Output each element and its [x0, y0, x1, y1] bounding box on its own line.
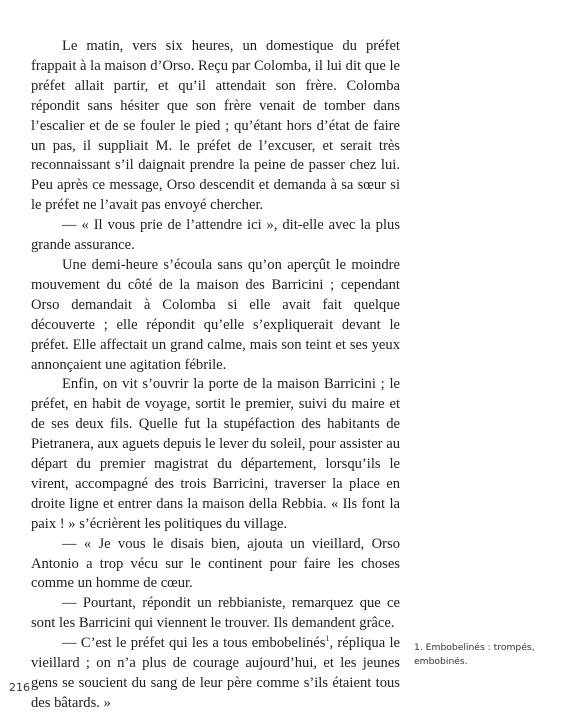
paragraph-7-end: , répliqua le vieillard ; on n’a plus de courage aujourd’hui, et les jeunes gens se soucient du sang de leur père comme s’ils étaient tous des bâtards. »	[31, 635, 400, 711]
paragraph-4: Enfin, on vit s’ouvrir la porte de la maison Barricini ; le préfet, en habit de voyage, sortit le premier, suivi du maire et de ses deux fils. Quelle fut la stupéfaction des habitants de Pietranera, aux aguets depuis le lever du soleil, pour assister au départ du premier magistrat du département, lorsqu’ils le virent, accompagné des trois Barricini, traverser la place en droite ligne et entrer dans la maison della Rebbia. « Ils font la paix ! » s’écrièrent les politiques du village.	[31, 376, 400, 532]
body-text	[31, 37, 400, 714]
paragraph-6: — Pourtant, répondit un rebbianiste, remarquez que ce sont les Barricini qui viennent le trouver. Ils demandent grâce.	[31, 595, 400, 632]
paragraph-7	[31, 634, 400, 714]
paragraph-2: — « Il vous prie de l’attendre ici », dit-elle avec la plus grande assurance.	[31, 217, 400, 254]
paragraph-3: Une demi-heure s’écoula sans qu’on aperçût le moindre mouvement du côté de la maison des Barricini ; cependant Orso demandait à Colomba si elle avait fait quelque découverte ; elle répondit qu’elle s’expliquerait devant le préfet. Elle affectait un grand calme, mais son teint et ses yeux annonçaient une agitation fébrile.	[31, 256, 400, 373]
page-number: 216	[9, 681, 30, 694]
paragraph-1: Le matin, vers six heures, un domestique du préfet frappait à la maison d’Orso. Reçu par Colomba, il lui dit que le préfet allait partir, et qu’il attendait son frère. Colomba répondit sans hésiter que son frère venait de tomber dans l’escalier et de se fouler le pied ; qu’étant hors d’état de faire un pas, il suppliait M. le préfet de l’excuser, et serait très reconnaissant s’il daignait prendre la peine de passer chez lui. Peu après ce message, Orso descendit et demanda à sa sœur si le préfet ne l’avait pas envoyé chercher.	[31, 38, 400, 214]
footnote-reference: 1	[325, 634, 330, 644]
paragraph-7-start: — C’est le préfet qui les a tous embobelinés	[62, 635, 326, 652]
footnote: 1. Embobelinés : trompés, embobinés.	[414, 642, 535, 667]
paragraph-5: — « Je vous le disais bien, ajouta un vieillard, Orso Antonio a trop vécu sur le continent pour faire les choses comme un homme de cœur.	[31, 535, 400, 592]
